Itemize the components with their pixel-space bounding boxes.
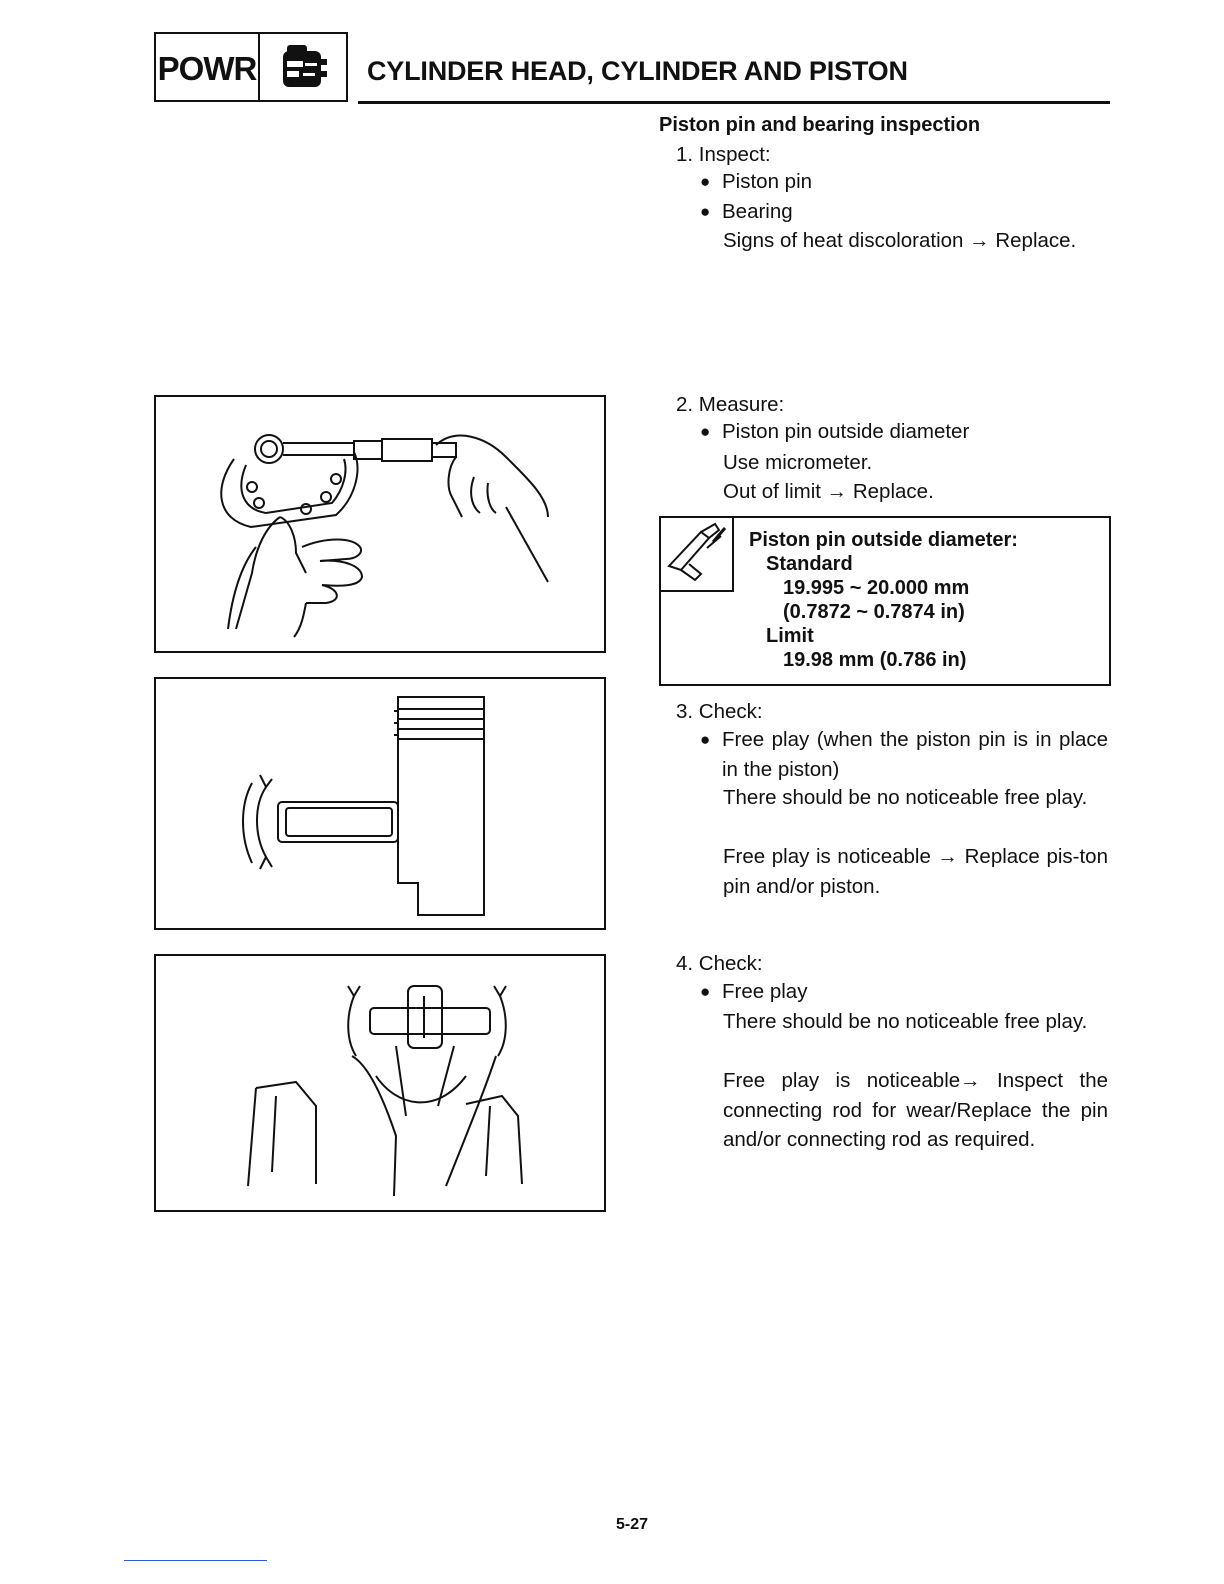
piston-pin-play-figure (154, 677, 606, 930)
bullet-text: ● Free play (when the piston pin is in place in the piston) (722, 728, 1108, 781)
spec-limit-value: 19.98 mm (0.786 in) (783, 649, 967, 671)
page-title: CYLINDER HEAD, CYLINDER AND PISTON (367, 56, 908, 86)
badge-label: POWR (156, 34, 260, 100)
bullet-text: ● Piston pin outside diameter (722, 420, 970, 443)
step-1-bullet (700, 197, 793, 227)
spec-limit-label: Limit (766, 625, 814, 647)
page-number: 5-27 (616, 1516, 649, 1533)
step-1-note: Signs of heat discoloration → Replace. (723, 229, 1077, 252)
step-3-label: 3. Check: (676, 700, 763, 723)
step-2-line: Out of limit → Replace. (723, 480, 934, 503)
step-2-line: Use micrometer. (723, 451, 873, 474)
caliper-icon (661, 518, 734, 592)
step-3-bullet (700, 725, 1108, 784)
step-4-label: 4. Check: (676, 952, 763, 975)
title-rule (358, 101, 1110, 104)
engine-icon (260, 34, 346, 100)
spec-standard-mm: 19.995 ~ 20.000 mm (783, 577, 970, 599)
step-1-label: 1. Inspect: (676, 143, 771, 166)
spec-standard-label: Standard (766, 553, 853, 575)
section-badge (154, 32, 348, 102)
step-2-label: 2. Measure: (676, 393, 785, 416)
spec-box (659, 516, 1111, 686)
bullet-text: ● Free play (722, 980, 808, 1003)
spec-title: Piston pin outside diameter: (749, 529, 1018, 551)
step-1-bullet (700, 167, 812, 197)
bullet-text: ● Bearing (722, 200, 793, 223)
step-3-line: There should be no noticeable free play. (723, 786, 1088, 809)
step-3-line: Free play is noticeable → Replace pis-ton pin and/or piston. (723, 845, 1108, 898)
micrometer-figure (154, 395, 606, 653)
spec-standard-in: (0.7872 ~ 0.7874 in) (783, 601, 965, 623)
step-4-line: There should be no noticeable free play. (723, 1010, 1088, 1033)
step-2-bullet (700, 417, 969, 447)
step-4-line: Free play is noticeable→ Inspect the connecting rod for wear/Replace the pin and/or connecting rod as required. (723, 1069, 1108, 1152)
section-heading: Piston pin and bearing inspection (659, 114, 981, 136)
footer-line (124, 1560, 267, 1561)
bullet-text: ● Piston pin (722, 170, 813, 193)
connecting-rod-play-figure (154, 954, 606, 1212)
step-4-bullet (700, 977, 807, 1007)
